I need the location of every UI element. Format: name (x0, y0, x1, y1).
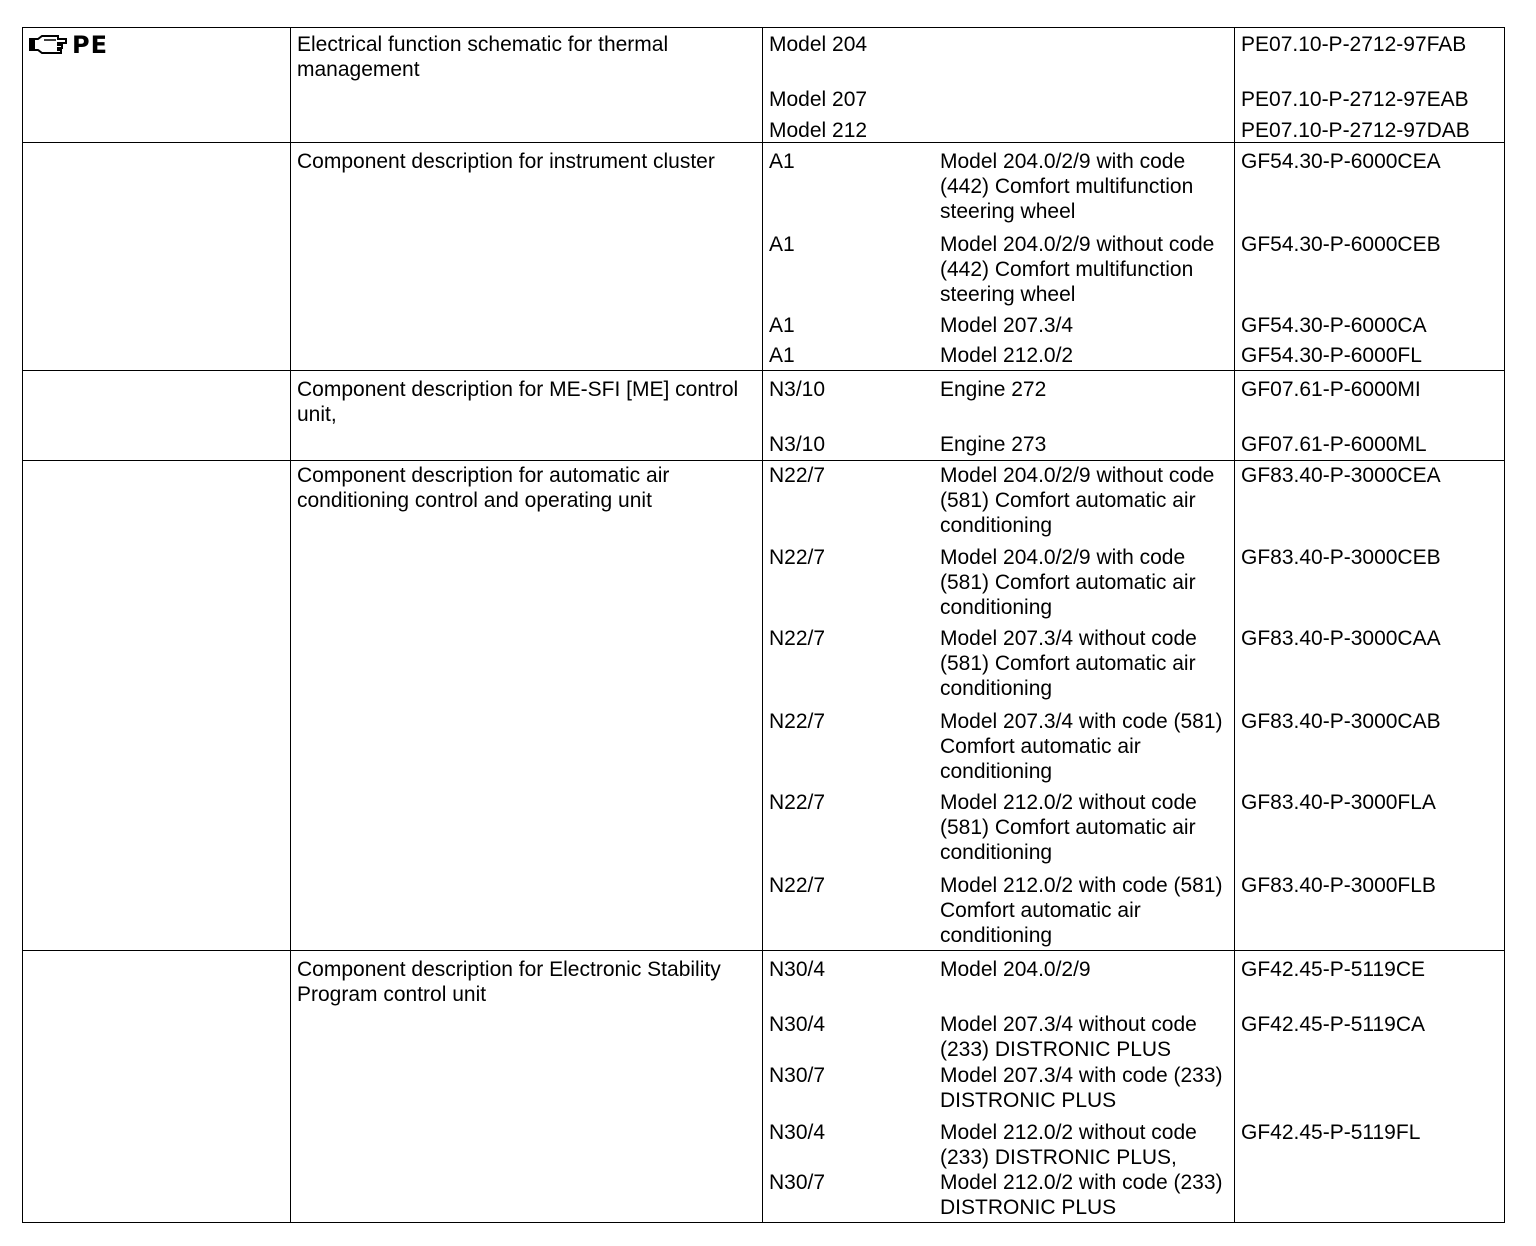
component-code: Model 212 (769, 119, 868, 142)
document-number: GF83.40-P-3000CAB (1241, 710, 1441, 733)
document-number: GF83.40-P-3000CEB (1241, 546, 1441, 569)
component-code: N22/7 (769, 710, 826, 733)
document-number: GF54.30-P-6000FL (1241, 344, 1422, 367)
condition-text: Engine 273 (940, 433, 1047, 456)
condition-text: Model 204.0/2/9 (940, 958, 1091, 981)
document-number: GF54.30-P-6000CA (1241, 314, 1427, 337)
condition-text: Model 204.0/2/9 without code (581) Comfort automatic air conditioning (940, 464, 1215, 537)
condition-text: Model 204.0/2/9 with code (581) Comfort automatic air conditioning (940, 546, 1196, 619)
document-number: GF42.45-P-5119FL (1241, 1121, 1421, 1144)
row-description: Component description for instrument cluster (297, 150, 715, 173)
component-code: Model 204 (769, 33, 868, 56)
condition-text: Model 212.0/2 with code (233) DISTRONIC PLUS (940, 1171, 1223, 1219)
condition-text: Model 207.3/4 without code (233) DISTRONIC PLUS (940, 1013, 1197, 1061)
component-code: Model 207 (769, 88, 868, 111)
component-code: N30/7 (769, 1171, 826, 1194)
component-code: N3/10 (769, 378, 826, 401)
condition-text: Model 207.3/4 (940, 314, 1074, 337)
component-code: A1 (769, 233, 795, 256)
row-description: Electrical function schematic for thermal management (297, 33, 669, 81)
document-number: PE07.10-P-2712-97EAB (1241, 88, 1469, 111)
component-code: N22/7 (769, 546, 826, 569)
row-divider (22, 460, 1505, 461)
row-description: Component description for automatic air conditioning control and operating unit (297, 464, 670, 512)
component-code: N30/4 (769, 958, 826, 981)
condition-text: Model 207.3/4 with code (581) Comfort automatic air conditioning (940, 710, 1223, 783)
document-number: GF83.40-P-3000CAA (1241, 627, 1441, 650)
component-code: A1 (769, 344, 795, 367)
condition-text: Model 212.0/2 (940, 344, 1074, 367)
row-description: Component description for Electronic Stability Program control unit (297, 958, 721, 1006)
reference-table (22, 27, 1505, 1223)
document-number: GF83.40-P-3000CEA (1241, 464, 1441, 487)
row-divider (22, 370, 1505, 371)
condition-text: Model 212.0/2 without code (233) DISTRONIC PLUS, (940, 1121, 1197, 1169)
document-number: PE07.10-P-2712-97DAB (1241, 119, 1470, 142)
component-code: N3/10 (769, 433, 826, 456)
component-code: N30/4 (769, 1121, 826, 1144)
component-code: N22/7 (769, 791, 826, 814)
document-number: GF07.61-P-6000MI (1241, 378, 1421, 401)
document-number: GF83.40-P-3000FLB (1241, 874, 1436, 897)
component-code: N22/7 (769, 627, 826, 650)
document-number: GF07.61-P-6000ML (1241, 433, 1427, 456)
document-number: PE07.10-P-2712-97FAB (1241, 33, 1467, 56)
document-number: GF42.45-P-5119CA (1241, 1013, 1426, 1036)
component-code: N30/7 (769, 1064, 826, 1087)
pe-label: PE (72, 31, 108, 59)
pe-badge (28, 31, 108, 59)
condition-text: Model 207.3/4 without code (581) Comfort automatic air conditioning (940, 627, 1197, 700)
component-code: N22/7 (769, 464, 826, 487)
condition-text: Engine 272 (940, 378, 1047, 401)
column-divider (290, 27, 291, 1223)
condition-text: Model 207.3/4 with code (233) DISTRONIC PLUS (940, 1064, 1223, 1112)
document-number: GF83.40-P-3000FLA (1241, 791, 1436, 814)
row-description: Component description for ME-SFI [ME] control unit, (297, 378, 739, 426)
component-code: N30/4 (769, 1013, 826, 1036)
document-number: GF54.30-P-6000CEB (1241, 233, 1441, 256)
document-number: GF54.30-P-6000CEA (1241, 150, 1441, 173)
component-code: N22/7 (769, 874, 826, 897)
component-code: A1 (769, 314, 795, 337)
column-divider (762, 27, 763, 1223)
condition-text: Model 204.0/2/9 without code (442) Comfort multifunction steering wheel (940, 233, 1215, 306)
condition-text: Model 212.0/2 without code (581) Comfort automatic air conditioning (940, 791, 1197, 864)
row-divider (22, 950, 1505, 951)
column-divider (1234, 27, 1235, 1223)
pointing-hand-icon (28, 34, 68, 56)
component-code: A1 (769, 150, 795, 173)
condition-text: Model 204.0/2/9 with code (442) Comfort multifunction steering wheel (940, 150, 1194, 223)
condition-text: Model 212.0/2 with code (581) Comfort automatic air conditioning (940, 874, 1223, 947)
document-number: GF42.45-P-5119CE (1241, 958, 1426, 981)
